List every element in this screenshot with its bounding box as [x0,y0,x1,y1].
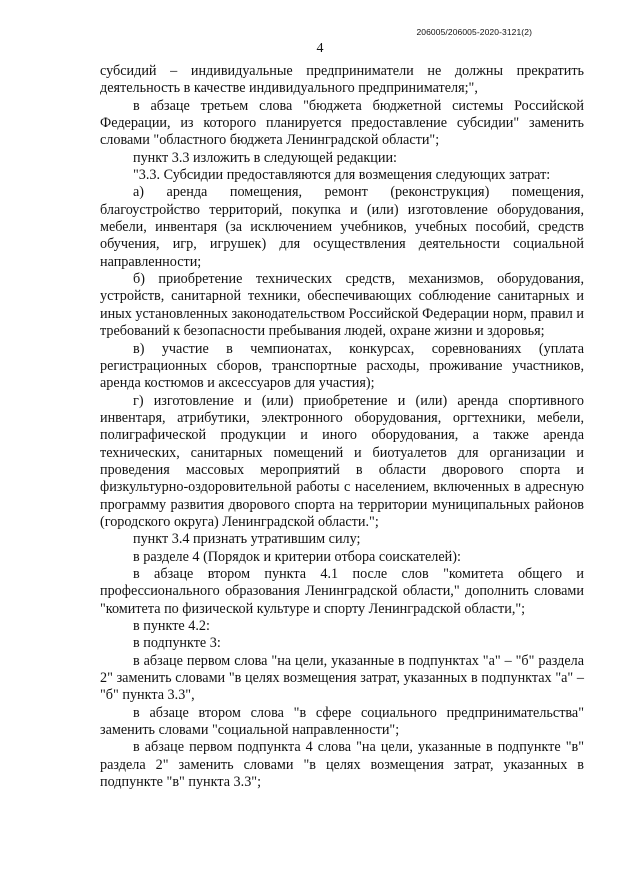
paragraph-point-3-3-intro: пункт 3.3 изложить в следующей редакции: [133,149,397,166]
page-number: 4 [316,41,324,56]
document-id: 206005/206005-2020-3121(2) [416,27,532,37]
paragraph-third-abzac: в абзаце третьем слова "бюджета бюджетной системы Российской Федерации, из которого планируется предоставление субсидии" заменить словами "областного бюджета Ленинградской области"; [100,97,584,149]
paragraph-point-4-2: в пункте 4.2: [133,618,210,634]
paragraph-subpoint-3: в подпункте 3: [133,635,221,652]
paragraph-point-4-1: в абзаце втором пункта 4.1 после слов "комитета общего и профессионального образования Ленинградской области," дополнить словами "комитета по физической культуре и спорту Ленинградской области,"; [100,565,584,617]
paragraph-subsidies-ip: субсидий – индивидуальные предприниматели не должны прекратить деятельность в качестве индивидуального предпринимателя;", [100,63,584,97]
paragraph-subpoint-3-abzac-1: в абзаце первом слова "на цели, указанные в подпунктах "а" – "б" раздела 2" заменить словами "в целях возмещения затрат, указанных в подпунктах "а" – "б" пункта 3.3", [100,652,584,704]
paragraph-item-b: б) приобретение технических средств, механизмов, оборудования, устройств, санитарной техники, обеспечивающих соблюдение санитарных и иных установленных законодательством Российской Федерации норм, правил и требований к безопасности пребывания людей, охране жизни и здоровья; [100,271,584,340]
paragraph-item-a: а) аренда помещения, ремонт (реконструкция) помещения, благоустройство территорий, покупка и (или) изготовление оборудования, мебели, инвентаря (за исключением учебников, учебных пособий, средств обучения, игр, игрушек) для осуществления деятельности социальной направленности; [100,184,584,270]
paragraph-point-3-4: пункт 3.4 признать утратившим силу; [133,531,361,548]
paragraph-item-v: в) участие в чемпионатах, конкурсах, соревнованиях (уплата регистрационных сборов, транспортные расходы, проживание участников, аренда костюмов и аксессуаров для участия); [100,340,584,392]
document-body [100,63,584,791]
paragraph-subpoint-3-abzac-2: в абзаце втором слова "в сфере социального предпринимательства" заменить словами "социальной направленности"; [100,704,584,739]
paragraph-section-4: в разделе 4 (Порядок и критерии отбора соискателей): [133,548,461,565]
paragraph-subpoint-4-abzac-1: в абзаце первом подпункта 4 слова "на цели, указанные в подпункте "в" раздела 2" заменить словами "в целях возмещения затрат, указанных в подпункте "в" пункта 3.3"; [100,739,584,791]
paragraph-item-g: г) изготовление и (или) приобретение и (или) аренда спортивного инвентаря, атрибутики, электронного оборудования, оргтехники, мебели, полиграфической продукции и иного оборудования, а также аренда технических, санитарных помещений и биотуалетов для организации и проведения массовых мероприятий в области дворового спорта и физкультурно-оздоровительной работы с населением, включенных в адресную программу развития дворового спорта на территории муниципальных районов (городского округа) Ленинградской области."; [100,392,584,530]
paragraph-point-3-3: "3.3. Субсидии предоставляются для возмещения следующих затрат: [133,167,551,184]
